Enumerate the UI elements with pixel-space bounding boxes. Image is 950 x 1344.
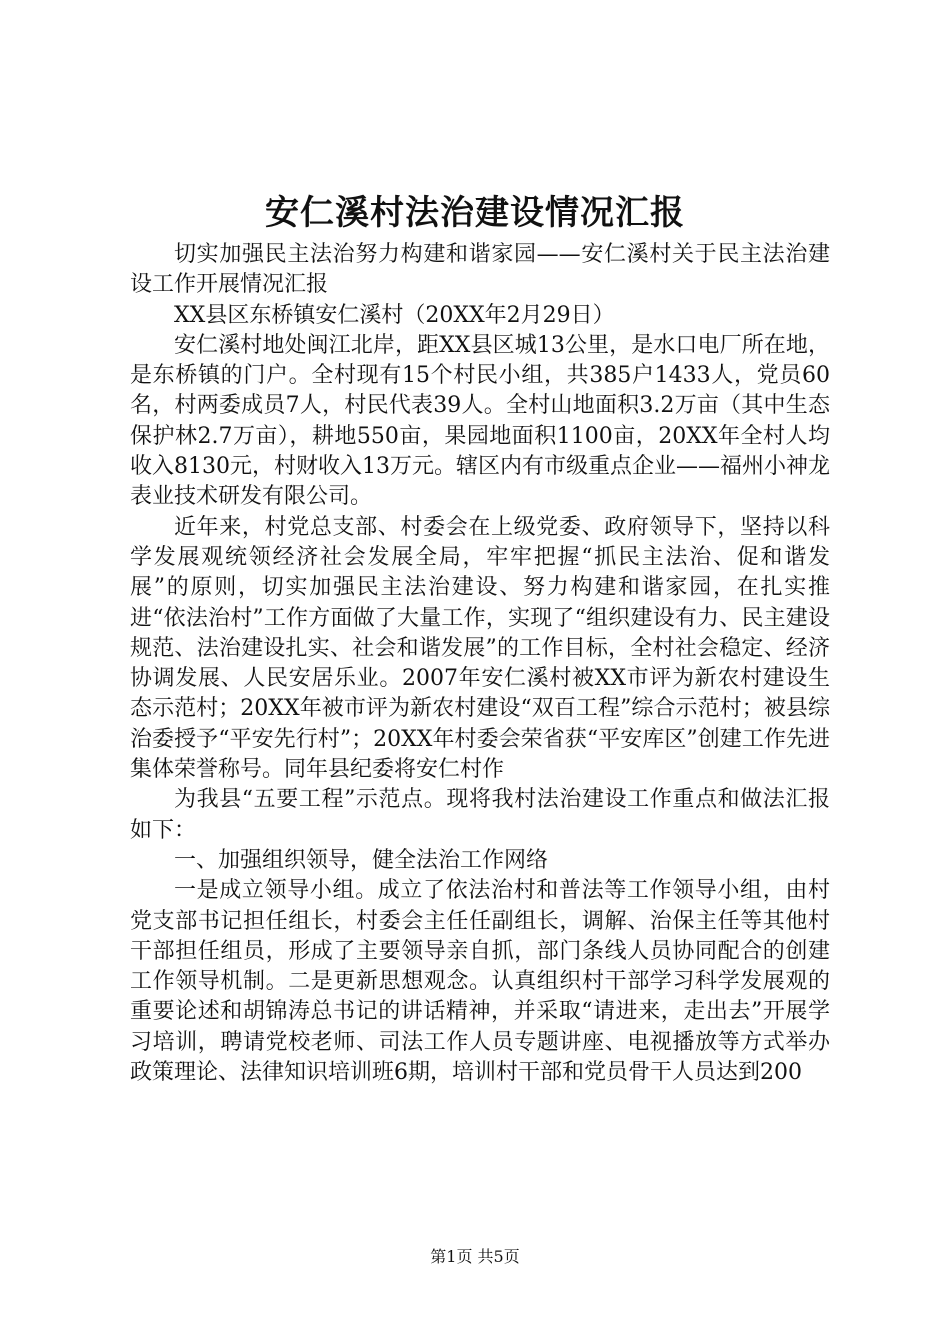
paragraph-dateline: XX县区东桥镇安仁溪村（20XX年2月29日）: [174, 302, 615, 328]
document-title: 安仁溪村法治建设情况汇报: [265, 193, 685, 233]
paragraph-village-overview: 安仁溪村地处闽江北岸，距XX县区城13公里，是水口电厂所在地，是东桥镇的门户。全村现有15个村民小组，共385户1433人，党员60名，村两委成员7人，村民代表39人。全村山地面积3.2万亩（其中生态保护林2.7万亩），耕地550亩，果园地面积1100亩，20XX年全村人均收入8130元，村财收入13万元。辖区内有市级重点企业——福州小神龙表业技术研发有限公司。: [130, 332, 830, 510]
page-number-footer: 第1页 共5页: [430, 1247, 520, 1266]
paragraph-transition: 为我县“五要工程”示范点。现将我村法治建设工作重点和做法汇报如下：: [130, 787, 830, 843]
document-body: [130, 240, 830, 1088]
paragraph-subtitle: 切实加强民主法治努力构建和谐家园——安仁溪村关于民主法治建设工作开展情况汇报: [130, 242, 830, 298]
paragraph-achievements: 近年来，村党总支部、村委会在上级党委、政府领导下，坚持以科学发展观统领经济社会发展全局，牢牢把握“抓民主法治、促和谐发展”的原则，切实加强民主法治建设、努力构建和谐家园，在扎实推进“依法治村”工作方面做了大量工作，实现了“组织建设有力、民主建设规范、法治建设扎实、社会和谐发展”的工作目标，全村社会稳定、经济协调发展、人民安居乐业。2007年安仁溪村被XX市评为新农村建设生态示范村；20XX年被市评为新农村建设“双百工程”综合示范村；被县综治委授予“平安先行村”；20XX年村委会荣省获“平安库区”创建工作先进集体荣誉称号。同年县纪委将安仁村作: [130, 514, 830, 783]
paragraph-leadership: 一是成立领导小组。成立了依法治村和普法等工作领导小组，由村党支部书记担任组长，村委会主任任副组长，调解、治保主任等其他村干部担任组员，形成了主要领导亲自抓，部门条线人员协同配合的创建工作领导机制。二是更新思想观念。认真组织村干部学习科学发展观的重要论述和胡锦涛总书记的讲话精神，并采取“请进来，走出去”开展学习培训，聘请党校老师、司法工作人员专题讲座、电视播放等方式举办政策理论、法律知识培训班6期，培训村干部和党员骨干人员达到200: [130, 878, 830, 1086]
section-heading-1: 一、加强组织领导，健全法治工作网络: [174, 847, 549, 873]
